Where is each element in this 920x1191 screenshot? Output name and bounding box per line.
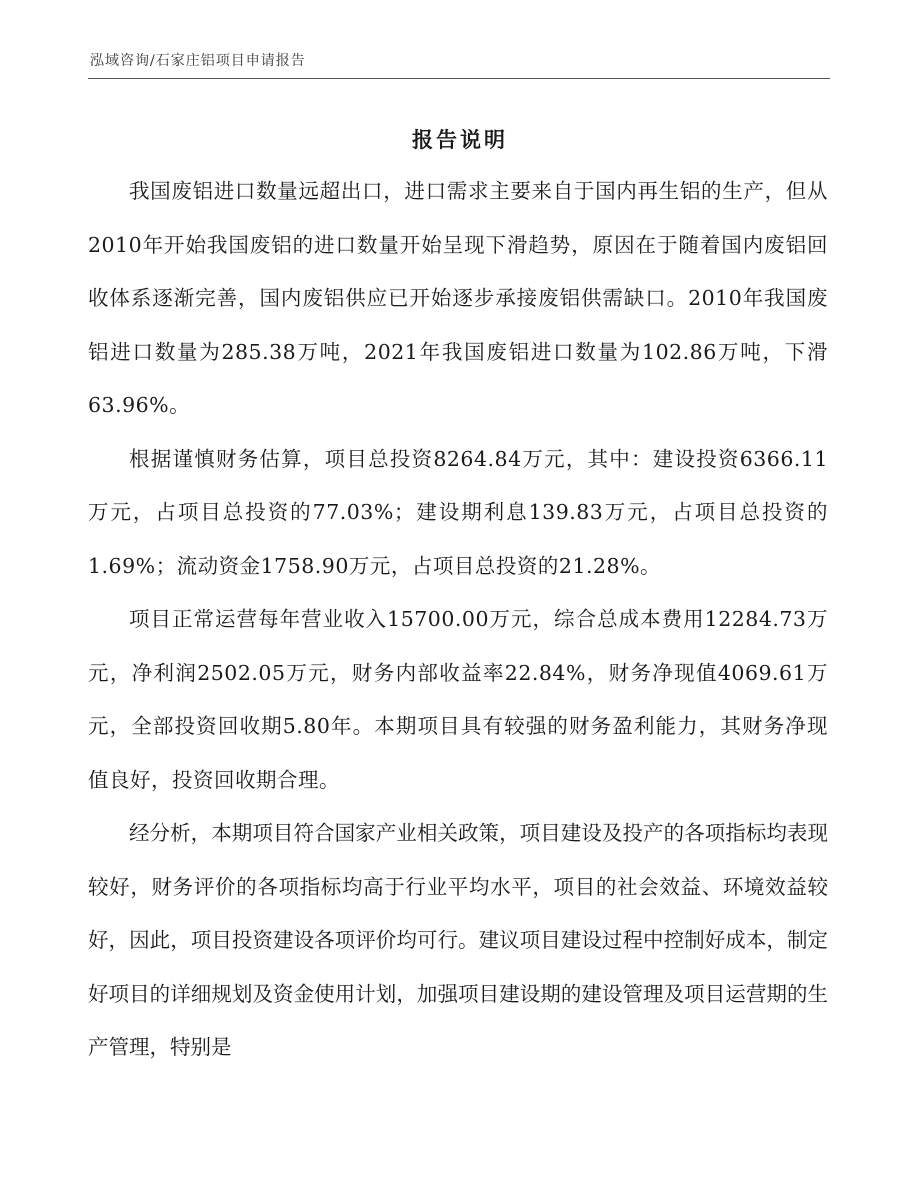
paragraph-investment-estimate: 根据谨慎财务估算，项目总投资8264.84万元，其中：建设投资6366.11万元，占项目总投资的77.03%；建设期利息139.83万元，占项目总投资的1.69%；流动资金1758.90万元，占项目总投资的21.28%。 (88, 446, 828, 578)
paragraph-import-trend: 我国废铝进口数量远超出口，进口需求主要来自于国内再生铝的生产，但从2010年开始我国废铝的进口数量开始呈现下滑趋势，原因在于随着国内废铝回收体系逐渐完善，国内废铝供应已开始逐步承接废铝供需缺口。2010年我国废铝进口数量为285.38万吨，2021年我国废铝进口数量为102.86万吨，下滑63.96%。 (88, 179, 828, 417)
running-header: 泓域咨询/石家庄铝项目申请报告 (90, 53, 306, 69)
paragraph-analysis-conclusion: 经分析，本期项目符合国家产业相关政策，项目建设及投产的各项指标均表现较好，财务评价的各项指标均高于行业平均水平，项目的社会效益、环境效益较好，因此，项目投资建设各项评价均可行。建议项目建设过程中控制好成本，制定好项目的详细规划及资金使用计划，加强项目建设期的建设管理及项目运营期的生产管理，特别是 (88, 821, 828, 1059)
header-divider (88, 78, 830, 79)
paragraph-financial-returns: 项目正常运营每年营业收入15700.00万元，综合总成本费用12284.73万元，净利润2502.05万元，财务内部收益率22.84%，财务净现值4069.61万元，全部投资回收期5.80年。本期项目具有较强的财务盈利能力，其财务净现值良好，投资回收期合理。 (88, 607, 828, 792)
report-body (88, 165, 828, 1075)
page-title: 报告说明 (412, 127, 508, 152)
